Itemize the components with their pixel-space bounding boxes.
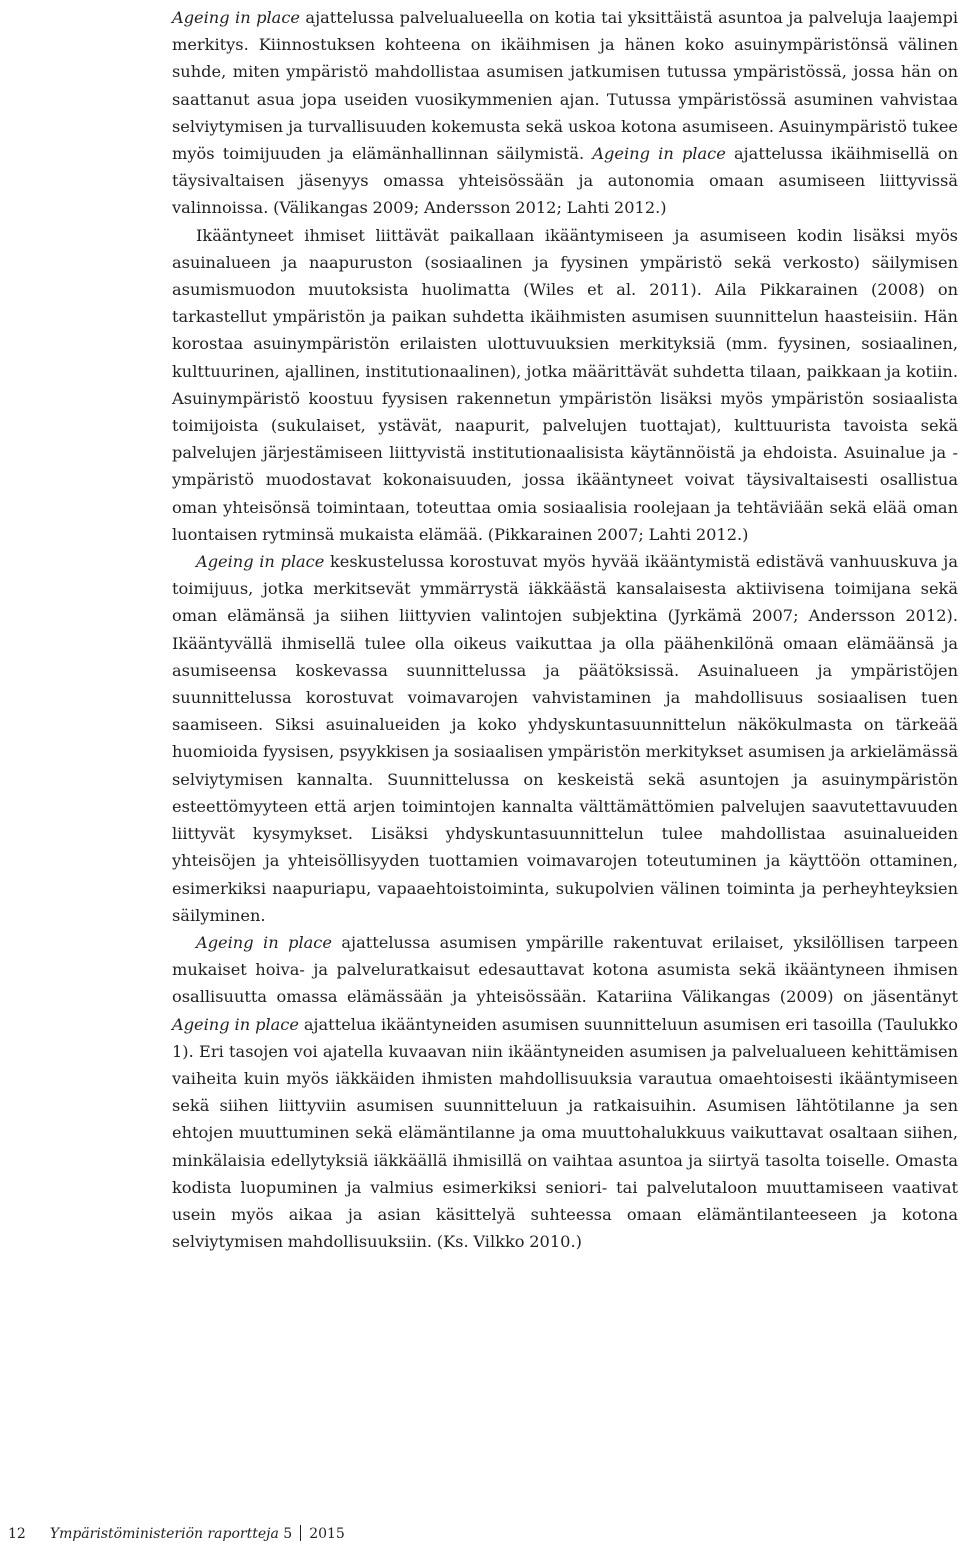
footer-divider xyxy=(300,1525,301,1541)
publication-year: 2015 xyxy=(309,1526,345,1542)
paragraph-1 xyxy=(172,4,958,222)
page-number: 12 xyxy=(8,1526,26,1542)
paragraph-text: ajattelussa palvelualueella on kotia tai yksittäistä asuntoa ja palveluja laajempi merkitys. Kiinnostuksen kohteena on ikäihmisen ja hänen koko asuinympäristönsä välinen suhde, miten ympäristö mahdollistaa asumisen jatkumisen tutussa ympäristössä, jossa hän on saattanut asua jopa useiden vuosikymmenien ajan. Tutussa ympäristössä asuminen vahvistaa selviytymisen ja turvallisuuden kokemusta sekä uskoa kotona asumiseen. Asuinympäristö tukee myös toimijuuden ja elämänhallinnan säilymistä. xyxy=(172,8,958,164)
page-footer xyxy=(8,1524,345,1544)
issue-number: 5 xyxy=(283,1526,293,1542)
term-ageing-in-place: Ageing in place xyxy=(172,8,300,27)
term-ageing-in-place: Ageing in place xyxy=(172,1014,299,1034)
series-title: Ympäristöministeriön raportteja xyxy=(49,1526,279,1542)
term-ageing-in-place: Ageing in place xyxy=(592,144,726,164)
paragraph-text: ajattelussa asumisen ympärille rakentuvat erilaiset, yksilöllisen tarpeen mukaiset hoiva- ja palveluratkaisut edesauttavat kotona asumista sekä ikääntyneen ihmisen osallisuutta omassa elämässään ja yhteisössään. Katariina Välikangas (2009) on jäsentänyt xyxy=(172,932,958,1007)
term-ageing-in-place: Ageing in place xyxy=(196,932,332,952)
document-body xyxy=(172,4,958,1255)
term-ageing-in-place: Ageing in place xyxy=(196,552,325,572)
paragraph-text: ajattelua ikääntyneiden asumisen suunnitteluun asumisen eri tasoilla (Taulukko 1). Eri tasojen voi ajatella kuvaavan niin ikääntyneiden asumisen ja palvelualueen kehittämisen vaiheita kuin myös iäkkäiden ihmisten mahdollisuuksia varautua omaehtoisesti ikääntymiseen sekä siihen liittyviin asumisen suunnitteluun ja ratkaisuihin. Asumisen lähtötilanne ja sen ehtojen muuttuminen sekä elämäntilanne ja oma muuttohalukkuus vaikuttavat osaltaan siihen, minkälaisia edellytyksiä iäkkäällä ihmisillä on vaihtaa asuntoa ja siirtyä tasolta toiselle. Omasta kodista luopuminen ja valmius esimerkiksi seniori- tai palvelutaloon muuttamiseen vaativat usein myös aikaa ja asian käsittelyä suhteessa omaan elämäntilanteeseen ja kotona selviytymisen mahdollisuuksiin. (Ks. Vilkko 2010.) xyxy=(172,1014,958,1252)
paragraph-text: ajattelussa ikäihmisellä on täysivaltaisen jäsenyys omassa yhteisössään ja autonomia omaan asumiseen liittyvissä valinnoissa. (Välikangas 2009; Andersson 2012; Lahti 2012.) xyxy=(172,144,958,218)
paragraph-text: keskustelussa korostuvat myös hyvää ikääntymistä edistävä vanhuuskuva ja toimijuus, jotka merkitsevät ymmärrystä iäkkäästä kansalaisesta aktiivisena toimijana sekä oman elämänsä ja siihen liittyvien valintojen subjektina (Jyrkämä 2007; Andersson 2012). Ikääntyvällä ihmisellä tulee olla oikeus vaikuttaa ja olla päähenkilönä omaan elämäänsä ja asumiseensa koskevassa suunnittelussa ja päätöksissä. Asuinalueen ja ympäristöjen suunnittelussa korostuvat voimavarojen vahvistaminen ja mahdollisuus sosiaalisen tuen saamiseen. Siksi asuinalueiden ja koko yhdyskuntasuunnittelun näkökulmasta on tärkeää huomioida fyysisen, psyykkisen ja sosiaalisen ympäristön merkitykset asumisen ja arkielämässä selviytymisen kannalta. Suunnittelussa on keskeistä sekä asuntojen ja asuinympäristön esteettömyyteen että arjen toimintojen kannalta välttämättömien palvelujen saavutettavuuden liittyvät kysymykset. Lisäksi yhdyskuntasuunnittelun tulee mahdollistaa asuinalueiden yhteisöjen ja yhteisöllisyyden tuottamien voimavarojen toteutuminen ja käyttöön ottaminen, esimerkiksi naapuriapu, vapaaehtoistoiminta, sukupolvien välinen toiminta ja perheyhteyksien säilyminen. xyxy=(172,552,958,925)
paragraph-4 xyxy=(172,929,958,1255)
paragraph-2 xyxy=(172,222,958,548)
paragraph-3 xyxy=(172,548,958,929)
paragraph-text: Ikääntyneet ihmiset liittävät paikallaan ikääntymiseen ja asumiseen kodin lisäksi myös asuinalueen ja naapuruston (sosiaalinen ja fyysinen ympäristö sekä verkosto) säilymisen asumismuodon muutoksista huolimatta (Wiles et al. 2011). Aila Pikkarainen (2008) on tarkastellut ympäristön ja paikan suhdetta ikäihmisten asumisen suunnittelun haasteisiin. Hän korostaa asuinympäristön erilaisten ulottuvuuksien merkityksiä (mm. fyysinen, sosiaalinen, kulttuurinen, ajallinen, institutionaalinen), jotka määrittävät suhdetta tilaan, paikkaan ja kotiin. Asuinympäristö koostuu fyysisen rakennetun ympäristön lisäksi myös ympäristön sosiaalista toimijoista (sukulaiset, ystävät, naapurit, palvelujen tuottajat), kulttuurista tavoista sekä palvelujen järjestämiseen liittyvistä institutionaalisista käytännöistä ja ehdoista. Asuinalue ja -ympäristö muodostavat kokonaisuuden, jossa ikääntyneet voivat täysivaltaisesti osallistua oman yhteisönsä toimintaan, toteuttaa omia sosiaalisia roolejaan ja tehtäviään sekä elää oman luontaisen rytminsä mukaista elämää. (Pikkarainen 2007; Lahti 2012.) xyxy=(172,225,958,544)
